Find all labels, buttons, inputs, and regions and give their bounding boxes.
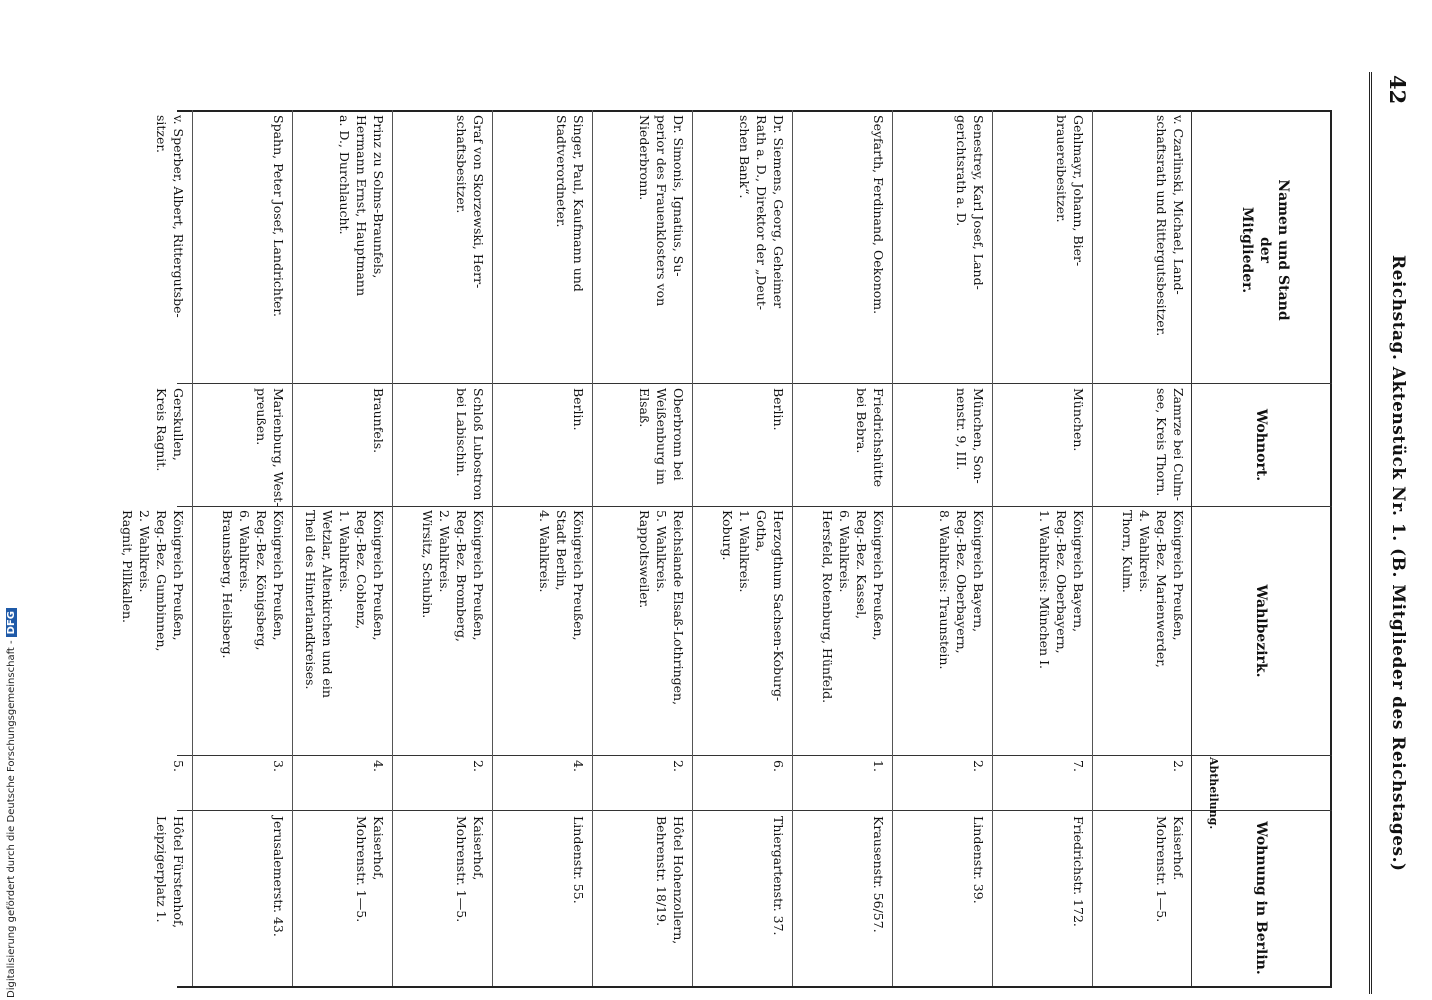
- member-berlin: Kaiserhof, Mohrenstr. 1—5.: [354, 816, 386, 923]
- member-name: Senestrey, Karl Josef, Land- gerichtsrath a. D.: [954, 115, 986, 290]
- member-name: Seyfarth, Ferdinand, Oekonom.: [871, 115, 886, 315]
- row-separator: [992, 110, 993, 986]
- member-wohnort: Zamrze bei Culm- see, Kreis Thorn.: [1154, 388, 1186, 501]
- row-separator: [1092, 110, 1093, 986]
- member-name: Gehlmayr, Johann, Bier- brauereibesitzer.: [1054, 115, 1086, 267]
- member-wahlbezirk: Königreich Preußen, Reg.-Bez. Bromberg, 2. Wahlkreis. Wirsitz, Schubin.: [420, 510, 486, 643]
- member-wahlbezirk: Königreich Preußen, Reg.-Bez. Kassel, 6. Wahlkreis. Hersfeld, Rotenburg, Hünfeld.: [820, 510, 886, 704]
- header-wahlbezirk: Wahlbezirk.: [1253, 584, 1269, 678]
- page-number: 42: [1385, 75, 1410, 105]
- member-wohnort: München.: [1071, 388, 1086, 452]
- member-name: Dr. Siemens, Georg, Geheimer Rath a. D., Direktor der „Deut- schen Bank“.: [737, 115, 786, 311]
- row-separator: [592, 110, 593, 986]
- member-wahlbezirk: Reichslande Elsaß-Lothringen, 5. Wahlkreis. Rappoltsweiler.: [637, 510, 686, 706]
- member-wohnort: Friedrichshütte bei Bebra.: [854, 388, 886, 488]
- page-title: Reichstag. Aktenstück Nr. 1. (B. Mitglieder des Reichstages.): [1388, 255, 1408, 872]
- member-wahlbezirk: Königreich Preußen, Reg.-Bez. Königsberg, 6. Wahlkreis. Braunsberg, Heilsberg.: [220, 510, 286, 659]
- header-rule: [1191, 110, 1192, 986]
- member-berlin: Jerusalemerstr. 43.: [271, 816, 286, 937]
- member-abtheilung: 2.: [971, 760, 986, 772]
- row-separator: [692, 110, 693, 986]
- member-berlin: Lindenstr. 39.: [971, 816, 986, 904]
- member-berlin: Kaiserhof, Mohrenstr. 1—5.: [454, 816, 486, 923]
- member-name: Prinz zu Solms-Braunfels, Hermann Ernst, Hauptmann a. D., Durchlaucht.: [337, 115, 386, 297]
- member-berlin: Lindenstr. 55.: [571, 816, 586, 904]
- member-wahlbezirk: Königreich Preußen, Reg.-Bez. Gumbinnen, 2. Wahlkreis. Ragnit, Pillkallen.: [120, 510, 186, 652]
- credit-text: Digitalisierung gefördert durch die Deutsche Forschungsgemeinschaft -DFG: [6, 608, 17, 998]
- member-wohnort: München, Son- nenstr. 9, III.: [954, 388, 986, 484]
- member-abtheilung: 1.: [871, 760, 886, 772]
- row-separator: [292, 110, 293, 986]
- table-left-border: [177, 110, 1332, 112]
- member-berlin: Thiergartenstr. 37.: [771, 816, 786, 936]
- member-name: Spahn, Peter Josef, Landrichter.: [271, 115, 286, 317]
- member-wahlbezirk: Königreich Bayern, Reg.-Bez. Oberbayern, 1. Wahlkreis: München I.: [1037, 510, 1086, 669]
- member-berlin: Friedrichstr. 172.: [1071, 816, 1086, 927]
- row-separator: [792, 110, 793, 986]
- member-wohnort: Berlin.: [571, 388, 586, 431]
- member-name: v. Czarlinski, Michael, Land- schaftsrath und Rittergutsbesitzer.: [1154, 115, 1186, 337]
- member-name: Dr. Simonis, Ignatius, Su- perior des Frauenklosters von Niederbronn.: [637, 115, 686, 307]
- row-separator: [892, 110, 893, 986]
- member-berlin: Krausenstr. 56/57.: [871, 816, 886, 933]
- member-wahlbezirk: Königreich Preußen, Stadt Berlin, 4. Wahlkreis.: [537, 510, 586, 641]
- header-abtheilung: Abtheilung.: [1207, 757, 1220, 830]
- member-abtheilung: 7.: [1071, 760, 1086, 772]
- credit-strip: [7, 970, 1427, 990]
- member-wohnort: Marienburg, West- preußen.: [254, 388, 286, 507]
- header-wohnort: Wohnort.: [1253, 408, 1269, 482]
- member-wohnort: Oberbronn bei Weißenburg im Elsaß.: [637, 388, 686, 485]
- title-rule: [1369, 72, 1372, 994]
- member-name: Graf von Skorzewski, Herr- schaftsbesitzer.: [454, 115, 486, 289]
- member-wahlbezirk: Herzogthum Sachsen-Koburg- Gotha, 1. Wahlkreis. Koburg.: [720, 510, 786, 702]
- member-abtheilung: 4.: [571, 760, 586, 772]
- member-name: Singer, Paul, Kaufmann und Stadtverordneter.: [554, 115, 586, 292]
- table-top-rule: [1330, 110, 1332, 986]
- col-sep-2: [177, 506, 1332, 507]
- member-abtheilung: 4.: [371, 760, 386, 772]
- member-berlin: Kaiserhof. Mohrenstr. 1—5.: [1154, 816, 1186, 923]
- row-separator: [492, 110, 493, 986]
- member-wohnort: Gerskullen, Kreis Ragnit.: [154, 388, 186, 472]
- member-wahlbezirk: Königreich Bayern, Reg.-Bez. Oberbayern, 8. Wahlkreis: Traunstein.: [937, 510, 986, 670]
- member-wohnort: Braunfels.: [371, 388, 386, 454]
- col-sep-1: [177, 383, 1332, 384]
- member-abtheilung: 2.: [1171, 760, 1186, 772]
- col-sep-3: [177, 755, 1332, 756]
- member-wahlbezirk: Königreich Preußen, Reg.-Bez. Coblenz, 1. Wahlkreis. Wetzlar, Altenkirchen und ein Theil des Hinterlandkreises.: [303, 510, 386, 698]
- dfg-logo: DFG: [6, 608, 17, 637]
- member-abtheilung: 6.: [771, 760, 786, 772]
- member-abtheilung: 3.: [271, 760, 286, 772]
- member-abtheilung: 2.: [471, 760, 486, 772]
- col-sep-4: [177, 810, 1332, 811]
- row-separator: [392, 110, 393, 986]
- member-berlin: Hôtel Hohenzollern, Behrenstr. 18/19.: [654, 816, 686, 945]
- member-abtheilung: 5.: [171, 760, 186, 772]
- header-berlin: Wohnung in Berlin.: [1253, 821, 1269, 975]
- row-separator: [192, 110, 193, 986]
- member-abtheilung: 2.: [671, 760, 686, 772]
- header-name: Namen und Stand der Mitglieder.: [1239, 179, 1291, 321]
- member-wahlbezirk: Königreich Preußen, Reg.-Bez. Marienwerder, 4. Wahlkreis. Thorn, Kulm.: [1120, 510, 1186, 668]
- member-wohnort: Schloß Lubostron bei Labischin.: [454, 388, 486, 501]
- member-name: v. Sperber, Albert, Rittergutsbe- sitzer.: [154, 115, 186, 318]
- member-wohnort: Berlin.: [771, 388, 786, 431]
- member-berlin: Hôtel Fürstenhof, Leipzigerplatz 1.: [154, 816, 186, 929]
